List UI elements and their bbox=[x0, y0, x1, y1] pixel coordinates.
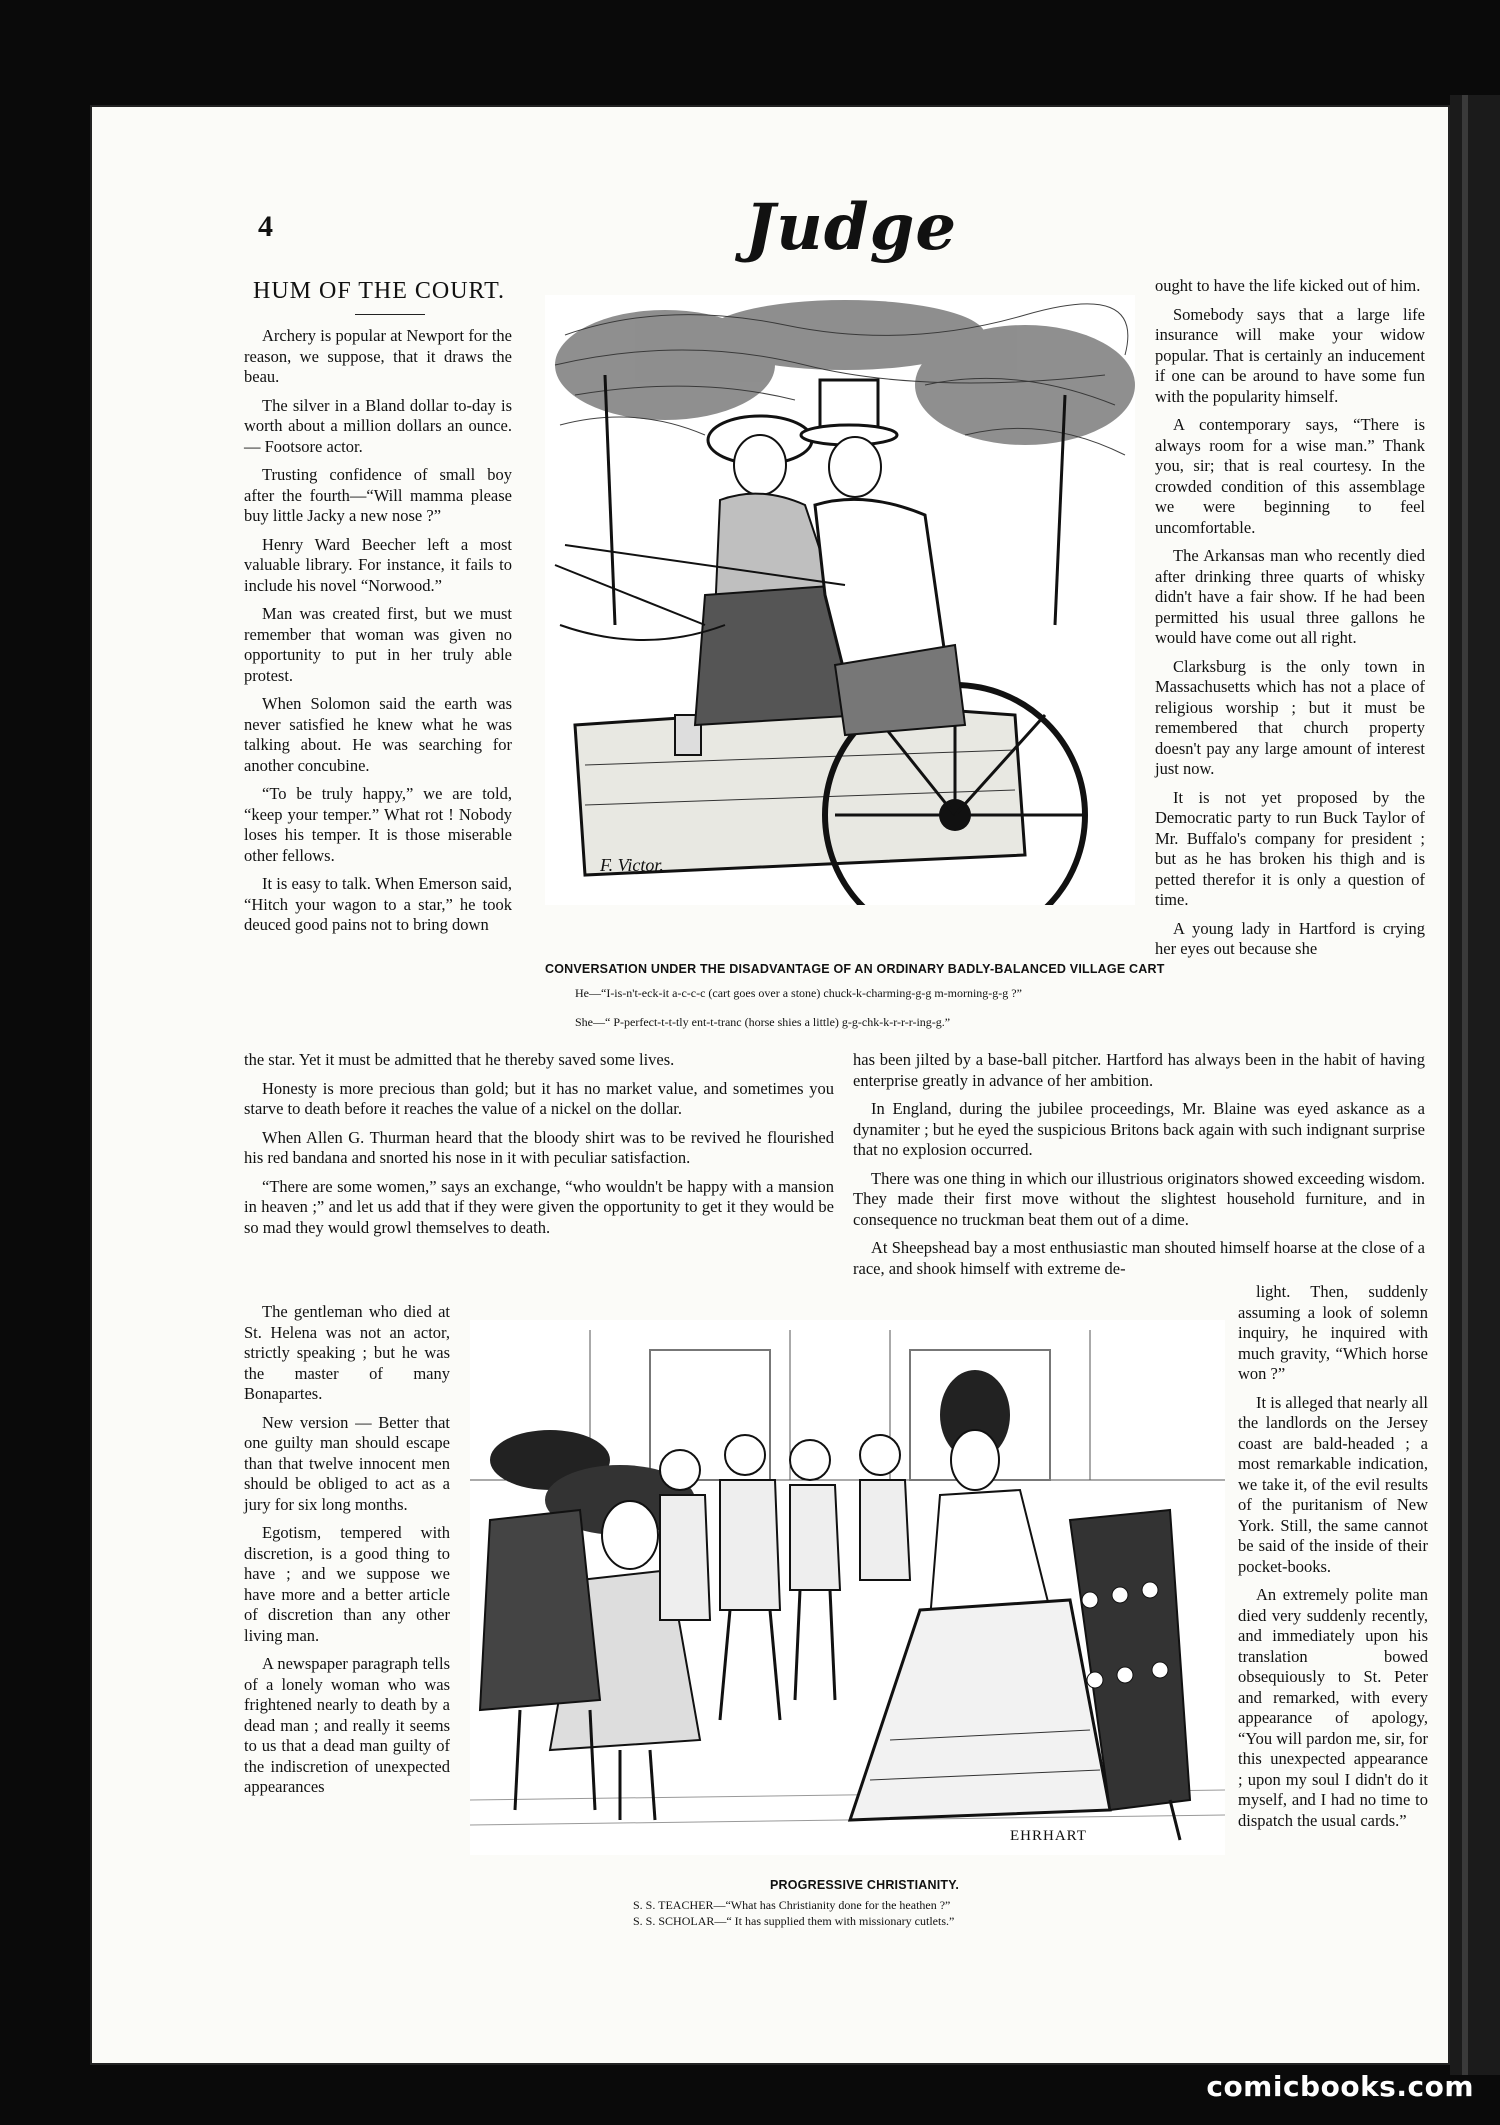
paragraph: New version — Better that one guilty man should escape than that twelve innocent men should be obliged to act as a jury for six long months. bbox=[244, 1412, 450, 1514]
paragraph: Trusting confidence of small boy after the fourth—“Will mamma please buy little Jacky a new nose ?” bbox=[244, 465, 512, 525]
cartoon1-signature: F. Victor. bbox=[600, 855, 664, 875]
left-column-bottom bbox=[244, 1302, 450, 1806]
paragraph: Clarksburg is the only town in Massachusetts which has not a place of religious worship ; but it must be remembered that church property doesn't pay any large amount of interest just now. bbox=[1155, 656, 1425, 778]
paragraph: ought to have the life kicked out of him. bbox=[1155, 276, 1421, 295]
paragraph: has been jilted by a base-ball pitcher. Hartford has always been in the habit of having enterprise greatly in advance of her ambition. bbox=[853, 1050, 1425, 1090]
paragraph: “There are some women,” says an exchange, “who wouldn't be happy with a mansion in heaven ;” and let us add that if they were given the opportunity to get it they would be so mad they would growl themselves to death. bbox=[244, 1176, 834, 1237]
paragraph: An extremely polite man died very suddenly recently, and immediately upon his translation bowed obsequiously to St. Peter and remarked, with every appearance of apology, “You will pardon me, sir, for this unexpected appearance ; upon my soul I didn't do it myself, and I had no time to dispatch the usual cards.” bbox=[1238, 1585, 1428, 1830]
paragraph: light. Then, suddenly assuming a look of solemn inquiry, he inquired with much gravity, “Which horse won ?” bbox=[1238, 1282, 1428, 1383]
paragraph: A newspaper paragraph tells of a lonely woman who was frightened nearly to death by a dead man ; and really it seems to us that a dead man guilty of the indiscretion of unexpected appearances bbox=[244, 1654, 450, 1796]
paragraph: It is easy to talk. When Emerson said, “Hitch your wagon to a star,” he took deuced good pains not to bring down bbox=[244, 874, 512, 934]
paragraph: Egotism, tempered with discretion, is a good thing to have ; and we suppose we have more and a better article of discretion than any other living man. bbox=[244, 1523, 450, 1645]
left-column-top bbox=[244, 326, 512, 944]
paragraph: In England, during the jubilee proceedings, Mr. Blaine was eyed askance as a dynamiter ; but he eyed the suspicious Britons back again with such indignant surprise that no explosion occurred. bbox=[853, 1099, 1425, 1159]
paragraph: the star. Yet it must be admitted that he thereby saved some lives. bbox=[244, 1050, 675, 1069]
left-wide-block bbox=[244, 1050, 834, 1246]
site-watermark: comicbooks.com bbox=[1206, 2070, 1474, 2103]
paragraph: There was one thing in which our illustrious originators showed exceeding wisdom. They made their first move without the slightest household furniture, and in consequence no truckman beat them out of a dime. bbox=[853, 1168, 1425, 1229]
cartoon2-caption-title: PROGRESSIVE CHRISTIANITY. bbox=[770, 1878, 960, 1892]
paragraph: The gentleman who died at St. Helena was not an actor, strictly speaking ; but he was the master of many Bonapartes. bbox=[244, 1302, 450, 1403]
book-binding bbox=[1450, 95, 1500, 2075]
page-number: 4 bbox=[258, 210, 273, 243]
paragraph: “To be truly happy,” we are told, “keep your temper.” What rot ! Nobody loses his temper. It is those miserable other fellows. bbox=[244, 784, 512, 865]
cartoon1-caption-she: She—“ P-perfect-t-t-tly ent-t-tranc (horse shies a little) g-g-chk-k-r-r-r-ing-g.” bbox=[575, 1015, 951, 1029]
right-wide-block bbox=[853, 1050, 1425, 1287]
cartoon-progressive-christianity bbox=[470, 1320, 1225, 1855]
paragraph: At Sheepshead bay a most enthusiastic man shouted himself hoarse at the close of a race, and shook himself with extreme de- bbox=[853, 1238, 1425, 1278]
right-column-bottom bbox=[1238, 1282, 1428, 1839]
paragraph: It is alleged that nearly all the landlords on the Jersey coast are bald-headed ; a most remarkable indication, we take it, of the evil results of the puritanism of New York. Still, the same cannot be said of the inside of their pocket-books. bbox=[1238, 1392, 1428, 1576]
paragraph: When Solomon said the earth was never satisfied he knew what he was talking about. He was searching for another concubine. bbox=[244, 694, 512, 775]
paragraph: When Allen G. Thurman heard that the bloody shirt was to be revived he flourished his red bandana and snorted his nose in it with peculiar satisfaction. bbox=[244, 1127, 834, 1167]
paragraph: The silver in a Bland dollar to-day is worth about a million dollars an ounce. — Footsore actor. bbox=[244, 395, 512, 456]
cartoon2-caption-teacher: S. S. TEACHER—“What has Christianity done for the heathen ?” bbox=[633, 1898, 951, 1912]
cartoon1-caption-he: He—“I-is-n't-eck-it a-c-c-c (cart goes over a stone) chuck-k-charming-g-g m-morning-g-g ?” bbox=[575, 986, 1022, 1000]
paragraph: Henry Ward Beecher left a most valuable library. For instance, it fails to include his novel “Norwood.” bbox=[244, 534, 512, 595]
masthead-title: Judge bbox=[745, 190, 958, 265]
cartoon2-caption-scholar: S. S. SCHOLAR—“ It has supplied them with missionary cutlets.” bbox=[633, 1914, 955, 1928]
paragraph: The Arkansas man who recently died after drinking three quarts of whisky didn't have a fair show. If he had been permitted his usual three gallons he would have come out all right. bbox=[1155, 546, 1425, 647]
paragraph: Archery is popular at Newport for the reason, we suppose, that it draws the beau. bbox=[244, 326, 512, 386]
article-heading: HUM OF THE COURT. bbox=[252, 278, 506, 304]
paragraph: A young lady in Hartford is crying her eyes out because she bbox=[1155, 918, 1425, 958]
right-column-top bbox=[1155, 276, 1425, 968]
paragraph: Honesty is more precious than gold; but it has no market value, and sometimes you starve to death before it reaches the value of a nickel on the dollar. bbox=[244, 1078, 834, 1118]
cartoon1-caption-title: CONVERSATION UNDER THE DISADVANTAGE OF AN ORDINARY BADLY-BALANCED VILLAGE CART bbox=[545, 962, 1165, 976]
paragraph: It is not yet proposed by the Democratic party to run Buck Taylor of Mr. Buffalo's company for president ; but as he has broken his thigh and is petted therefor it is only a question of time. bbox=[1155, 787, 1425, 909]
cartoon2-signature: EHRHART bbox=[1010, 1828, 1087, 1844]
cartoon-village-cart bbox=[545, 295, 1135, 905]
paragraph: Man was created first, but we must remember that woman was given no opportunity to put in her truly able protest. bbox=[244, 604, 512, 685]
paragraph: Somebody says that a large life insurance will make your widow popular. That is certainly an inducement if one can be around to have some fun with the popularity himself. bbox=[1155, 304, 1425, 406]
heading-rule bbox=[355, 314, 425, 315]
paragraph: A contemporary says, “There is always room for a wise man.” Thank you, sir; that is real courtesy. In the crowded condition of this assemblage we were beginning to feel uncomfortable. bbox=[1155, 415, 1425, 537]
